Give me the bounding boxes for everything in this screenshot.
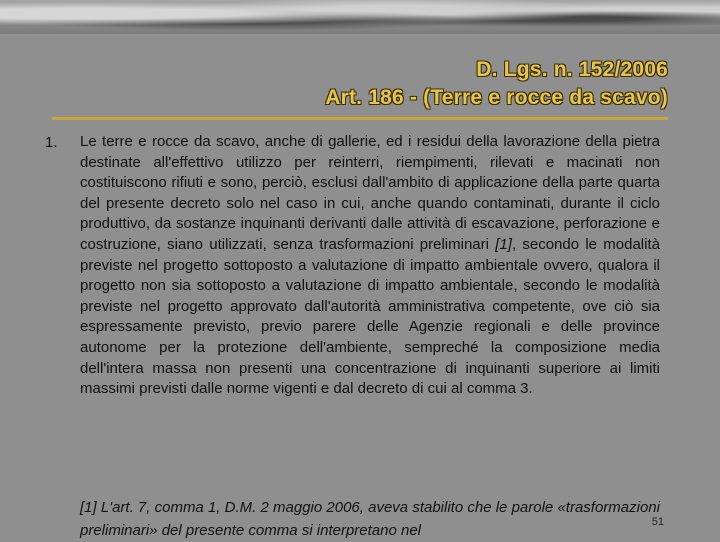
list-item-number: 1. <box>45 134 58 151</box>
list-item-text <box>80 132 660 400</box>
footnote-text: [1] L'art. 7, comma 1, D.M. 2 maggio 2006, aveva stabilito che le parole «trasformazioni preliminari» del presente comma si interpretano nel <box>80 499 660 539</box>
slide-title <box>325 56 668 112</box>
title-line-article: Art. 186 - (Terre e rocce da scavo) <box>325 86 668 109</box>
title-divider <box>52 117 668 120</box>
item-text-part-1: Le terre e rocce da scavo, anche di gallerie, ed i residui della lavorazione della pietra destinate all'effettivo utilizzo per reinterri, riempimenti, rilevati e macinati non costituiscono rifiuti e sono, perciò, esclusi dall'ambito di applicazione della parte quarta del presente decreto solo nel caso in cui, anche quando contaminati, durante il ciclo produttivo, da sostanze inquinanti derivanti dalle attività di escavazione, perforazione e costruzione, siano utilizzati, senza trasformazioni preliminari <box>80 133 660 253</box>
decorative-banner <box>0 0 720 34</box>
title-line-law: D. Lgs. n. 152/2006 <box>476 58 668 81</box>
item-text-part-2: , secondo le modalità previste nel progetto sottoposto a valutazione di impatto ambientale ovvero, qualora il progetto non sia sottoposto a valutazione di impatto ambientale, secondo le modalità previste nel progetto approvato dall'autorità amministrativa competente, ove ciò sia espressamente previsto, previo parere delle Agenzie regionali e delle province autonome per la protezione dell'ambiente, sempreché la composizione media dell'intera massa non presenti una concentrazione di inquinanti superiore ai limiti massimi previsti dalle norme vigenti e dal decreto di cui al comma 3. <box>80 235 660 398</box>
page-number: 51 <box>651 516 664 528</box>
footnote-reference: [1] <box>495 235 512 253</box>
